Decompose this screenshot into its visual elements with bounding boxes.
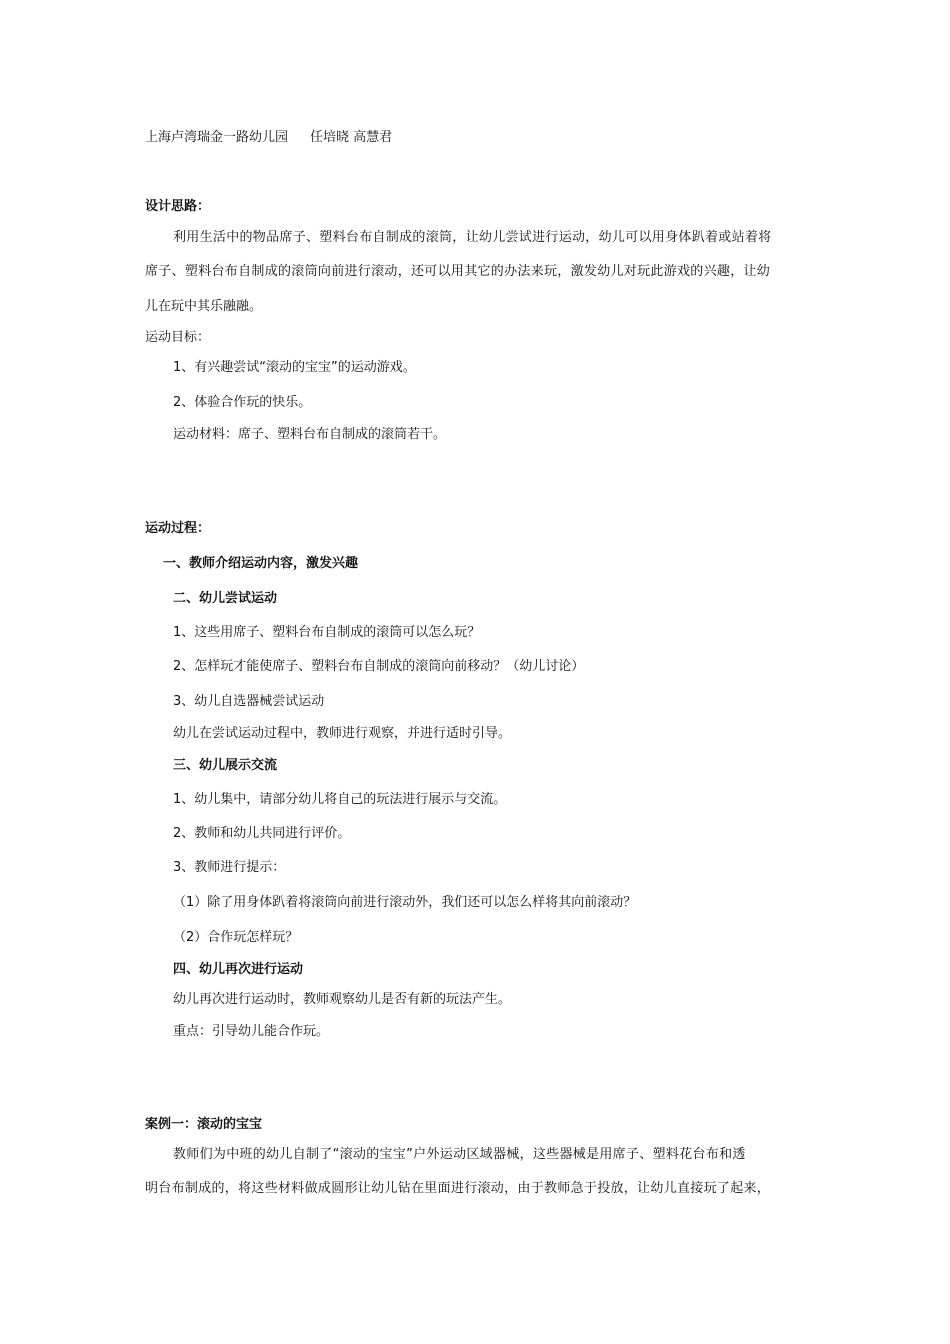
step-3-hint-1: （1）除了用身体趴着将滚筒向前进行滚动外，我们还可以怎么样将其向前滚动？ (173, 895, 637, 910)
step-3-item-3: 3、教师进行提示： (173, 860, 286, 875)
design-heading: 设计思路： (145, 199, 211, 214)
kindergarten-name: 上海卢湾瑞金一路幼儿园 (145, 130, 289, 145)
step-2-item-3: 3、幼儿自选器械尝试运动 (173, 694, 325, 709)
step-3-hint-2: （2）合作玩怎样玩？ (173, 930, 299, 945)
materials-line: 运动材料：席子、塑料台布自制成的滚筒若干。 (173, 427, 447, 442)
header-line (145, 131, 392, 144)
step-3-item-2: 2、教师和幼儿共同进行评价。 (173, 826, 351, 841)
step-2-note: 幼儿在尝试运动过程中，教师进行观察，并进行适时引导。 (173, 726, 512, 741)
step-2-heading: 二、幼儿尝试运动 (173, 591, 278, 606)
step-3-heading: 三、幼儿展示交流 (173, 758, 278, 773)
step-2-item-2: 2、怎样玩才能使席子、塑料台布自制成的滚筒向前移动？（幼儿讨论） (173, 659, 585, 674)
goal-item-2: 2、体验合作玩的快乐。 (173, 395, 312, 410)
case-1-paragraph-line-1: 教师们为中班的幼儿自制了“滚动的宝宝”户外运动区域器械，这些器械是用席子、塑料花台布和透 (173, 1147, 746, 1162)
design-paragraph-line-1: 利用生活中的物品席子、塑料台布自制成的滚筒，让幼儿尝试进行运动，幼儿可以用身体趴着或站着将 (173, 230, 772, 245)
step-3-item-1: 1、幼儿集中，请部分幼儿将自己的玩法进行展示与交流。 (173, 792, 507, 807)
goals-heading: 运动目标： (145, 330, 211, 345)
author-names: 任培晓 高慧君 (310, 130, 393, 145)
step-4-key-point: 重点：引导幼儿能合作玩。 (173, 1024, 330, 1039)
process-heading: 运动过程： (145, 521, 211, 536)
step-2-item-1: 1、这些用席子、塑料台布自制成的滚筒可以怎么玩？ (173, 625, 481, 640)
design-paragraph-line-2: 席子、塑料台布自制成的滚筒向前进行滚动，还可以用其它的办法来玩，激发幼儿对玩此游戏的兴趣，让幼 (145, 264, 771, 279)
step-4-heading: 四、幼儿再次进行运动 (173, 962, 304, 977)
design-paragraph-line-3: 儿在玩中其乐融融。 (145, 299, 263, 314)
case-1-heading: 案例一：滚动的宝宝 (145, 1117, 263, 1132)
step-4-note: 幼儿再次进行运动时，教师观察幼儿是否有新的玩法产生。 (173, 992, 512, 1007)
case-1-paragraph-line-2: 明台布制成的，将这些材料做成圆形让幼儿钻在里面进行滚动，由于教师急于投放，让幼儿直接玩了起来， (145, 1181, 771, 1196)
goal-item-1: 1、有兴趣尝试“滚动的宝宝”的运动游戏。 (173, 360, 416, 375)
step-1-heading: 一、教师介绍运动内容，激发兴趣 (163, 556, 359, 571)
